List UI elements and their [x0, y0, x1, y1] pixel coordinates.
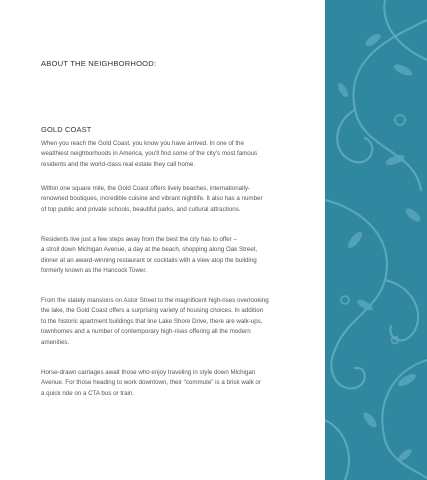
paragraph-line: the lake, the Gold Coast offers a surprising variety of housing choices. In addition: [41, 307, 264, 315]
paragraph-line: wealthiest neighborhoods in America, you'll find some of the city's most famous: [41, 150, 258, 158]
swirl-curl: [385, 280, 418, 340]
paragraph-line: Within one square mile, the Gold Coast offers lively beaches, internationally-: [41, 185, 250, 192]
circle-ornament: [341, 296, 349, 304]
leaf: [396, 372, 417, 389]
paragraph-intro: [41, 139, 309, 170]
leaf: [404, 206, 423, 224]
floral-swirl-pattern-icon: [325, 0, 427, 480]
leaf: [346, 230, 365, 250]
paragraph-line: Horse-drawn carriages await those who enjoy traveling in style down Michigan: [41, 369, 256, 376]
swirl-curl: [331, 350, 364, 388]
paragraph-line: From the stately mansions on Astor Street to the magnificent high-rises overlooking: [41, 297, 269, 304]
paragraph-line: renowned boutiques, incredible cuisine and vibrant nightlife. It also has a number: [41, 195, 263, 203]
paragraph-line: a stroll down Michigan Avenue, a day at the beach, shopping along Oak Street,: [41, 246, 258, 254]
paragraph-housing: [41, 296, 309, 348]
swirl-stem: [325, 200, 387, 350]
paragraph-line: residents and the world-class real estate they call home.: [41, 160, 196, 168]
swirl-stem: [325, 420, 349, 480]
paragraph-line: amenities.: [41, 338, 70, 346]
swirl-curl: [337, 110, 372, 162]
paragraph-residents: [41, 235, 309, 277]
paragraph-line: dinner at an award-winning restaurant or cocktails with a view atop the building: [41, 256, 257, 264]
paragraph-line: Avenue. For those heading to work downtown, their "commute" is a brisk walk or: [41, 379, 261, 387]
leaf: [361, 411, 379, 430]
page-heading: ABOUT THE NEIGHBORHOOD:: [41, 59, 157, 68]
leaf: [392, 62, 414, 78]
section-title: GOLD COAST: [41, 125, 92, 134]
paragraph-transport: [41, 368, 309, 399]
paragraph-line: a quick ride on a CTA bus or train.: [41, 389, 135, 397]
decorative-side-panel: [325, 0, 427, 480]
paragraph-line: formerly known as the Hancock Tower.: [41, 267, 147, 275]
paragraph-line: of top public and private schools, beautiful parks, and cultural attractions.: [41, 205, 241, 213]
paragraph-amenities: [41, 184, 309, 215]
paragraph-line: When you reach the Gold Coast, you know you have arrived. In one of the: [41, 140, 244, 147]
leaf: [336, 81, 350, 98]
paragraph-line: to the historic apartment buildings that line Lake Shore Drive, there are walk-ups,: [41, 317, 263, 325]
circle-ornament: [395, 115, 405, 125]
paragraph-line: townhomes and a number of contemporary high-rises offering all the modern: [41, 328, 251, 336]
paragraph-line: Residents live just a few steps away from the best the city has to offer –: [41, 236, 237, 243]
